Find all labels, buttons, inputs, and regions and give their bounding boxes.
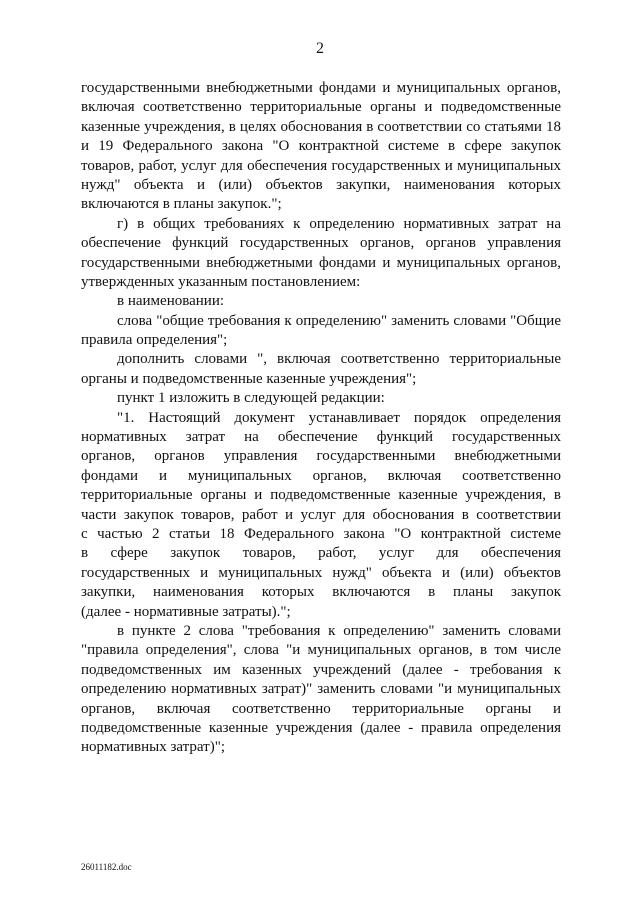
text-line: включая соответственно территориальные органы и подведомственные — [81, 99, 561, 116]
text-line: включаются в планы закупок."; — [81, 196, 282, 213]
text-line: подведомственные казенные учреждения (далее - правила определения — [81, 719, 561, 736]
footer-document-code: 26011182.doc — [81, 862, 132, 872]
text-line: утвержденных указанным постановлением: — [81, 273, 361, 290]
document-body — [81, 79, 561, 758]
text-line: г) в общих требованиях к определению нормативных затрат на — [117, 215, 561, 232]
text-line: в пункте 2 слова "требования к определению" заменить словами — [117, 622, 561, 639]
text-line: казенные учреждения, в целях обоснования в соответствии со статьями 18 — [81, 118, 561, 135]
paragraph — [81, 312, 561, 351]
text-line: органов, включая соответственно территориальные органы и — [81, 700, 561, 717]
text-line: территориальные органы и подведомственные казенные учреждения, в — [81, 487, 561, 504]
paragraph — [81, 409, 561, 622]
text-line: государственными внебюджетными фондами и муниципальных органов, — [81, 80, 561, 96]
text-line: в сфере закупок товаров, работ, услуг для обеспечения — [81, 545, 561, 562]
paragraph — [81, 292, 561, 311]
text-line: в наименовании: — [117, 293, 225, 310]
text-line: государственных и муниципальных нужд" объекта и (или) объектов — [81, 564, 561, 581]
text-line: правила определения"; — [81, 332, 228, 349]
text-line: обеспечение функций государственных органов, органов управления — [81, 235, 561, 252]
paragraph — [81, 389, 561, 408]
text-line: органов, органов управления государственными внебюджетными — [81, 448, 561, 465]
page-number: 2 — [316, 40, 324, 57]
text-line: определению нормативных затрат)" заменить словами "и муниципальных — [81, 681, 561, 698]
text-line: с частью 2 статьи 18 Федерального закона "О контрактной системе — [81, 525, 561, 542]
text-line: части закупок товаров, работ и услуг для обоснования в соответствии — [81, 506, 561, 523]
text-line: нужд" объекта и (или) объектов закупки, наименования которых — [81, 176, 561, 193]
text-line: фондами и муниципальных органов, включая соответственно — [81, 467, 561, 484]
text-line: государственными внебюджетными фондами и муниципальных органов, — [81, 254, 561, 271]
text-line: нормативных затрат)"; — [81, 739, 226, 756]
text-line: нормативных затрат на обеспечение функций государственных — [81, 429, 561, 446]
text-line: товаров, работ, услуг для обеспечения государственных и муниципальных — [81, 157, 561, 174]
text-line: закупки, наименования которых включаются в планы закупок — [81, 584, 561, 601]
paragraph — [81, 350, 561, 389]
text-line: органы и подведомственные казенные учреждения"; — [81, 370, 417, 387]
text-line: (далее - нормативные затраты)."; — [81, 603, 291, 620]
text-line: "1. Настоящий документ устанавливает порядок определения — [117, 409, 561, 426]
text-line: дополнить словами ", включая соответственно территориальные — [117, 351, 561, 368]
text-line: и 19 Федерального закона "О контрактной системе в сфере закупок — [81, 138, 561, 155]
paragraph — [81, 79, 561, 215]
text-line: пункт 1 изложить в следующей редакции: — [117, 390, 385, 407]
paragraph — [81, 215, 561, 293]
text-line: "правила определения", слова "и муниципальных органов, в том числе — [81, 642, 561, 659]
paragraph — [81, 622, 561, 758]
text-line: подведомственных им казенных учреждений (далее - требования к — [81, 661, 561, 678]
text-line: слова "общие требования к определению" заменить словами "Общие — [117, 312, 561, 329]
